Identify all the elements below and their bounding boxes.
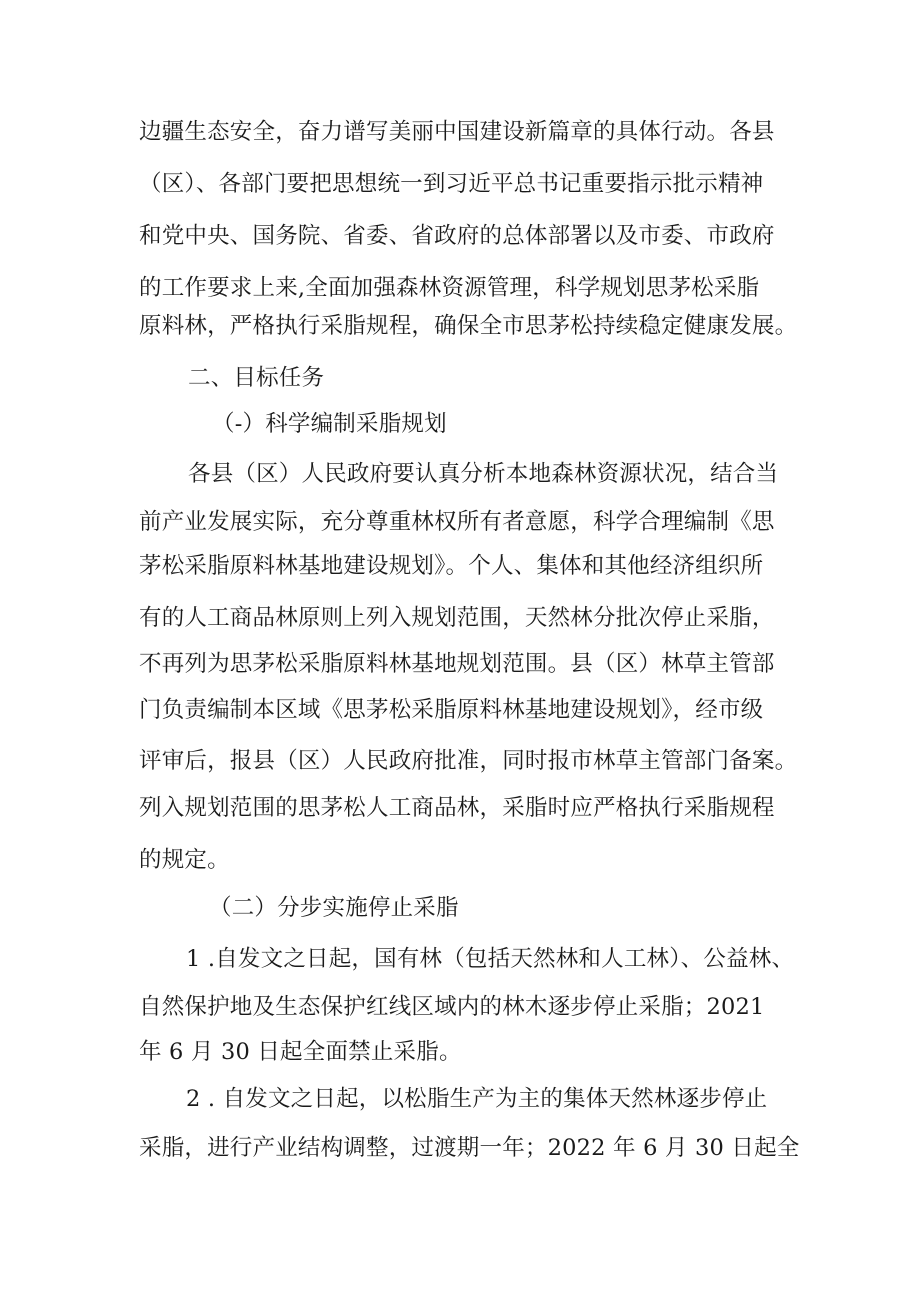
text-line: 1 .自发文之日起，国有林（包括天然林和人工林）、公益林、 bbox=[186, 946, 795, 972]
text-line: 年 6 月 30 日起全面禁止采脂。 bbox=[139, 1039, 462, 1065]
text-line: 的工作要求上来,全面加强森林资源管理，科学规划思茅松采脂 bbox=[139, 275, 760, 301]
text-line: 前产业发展实际，充分尊重林权所有者意愿，科学合理编制《思 bbox=[139, 509, 775, 535]
subsection-heading: （二）分步实施停止采脂 bbox=[209, 895, 459, 921]
subsection-heading: （-）科学编制采脂规划 bbox=[212, 411, 447, 437]
text-line: 的规定。 bbox=[139, 847, 230, 873]
text-line: 不再列为思茅松采脂原料林基地规划范围。县（区）林草主管部 bbox=[139, 651, 775, 677]
text-line: 列入规划范围的思茅松人工商品林，采脂时应严格执行采脂规程 bbox=[139, 795, 775, 821]
section-heading: 二、目标任务 bbox=[188, 365, 325, 391]
text-line: 门负责编制本区域《思茅松采脂原料林基地建设规划》，经市级 bbox=[139, 697, 764, 723]
text-line: 和党中央、国务院、省委、省政府的总体部署以及市委、市政府 bbox=[139, 223, 775, 249]
text-line: 原料林，严格执行采脂规程，确保全市思茅松持续稳定健康发展。 bbox=[139, 313, 798, 339]
text-line: 2 . 自发文之日起，以松脂生产为主的集体天然林逐步停止 bbox=[186, 1086, 768, 1112]
text-line: 有的人工商品林原则上列入规划范围，天然林分批次停止采脂， bbox=[139, 605, 775, 631]
text-line: 采脂，进行产业结构调整，过渡期一年；2022 年 6 月 30 日起全 bbox=[139, 1135, 800, 1161]
text-line: 茅松采脂原料林基地建设规划》。个人、集体和其他经济组织所 bbox=[139, 553, 764, 579]
text-line: 评审后，报县（区）人民政府批准，同时报市林草主管部门备案。 bbox=[139, 748, 798, 774]
text-line: 自然保护地及生态保护红线区域内的林木逐步停止采脂；2021 bbox=[139, 994, 765, 1020]
text-line: 边疆生态安全，奋力谱写美丽中国建设新篇章的具体行动。各县 bbox=[139, 119, 775, 145]
text-line: （区）、各部门要把思想统一到习近平总书记重要指示批示精神 bbox=[139, 171, 764, 197]
text-line: 各县（区）人民政府要认真分析本地森林资源状况，结合当 bbox=[188, 461, 779, 487]
